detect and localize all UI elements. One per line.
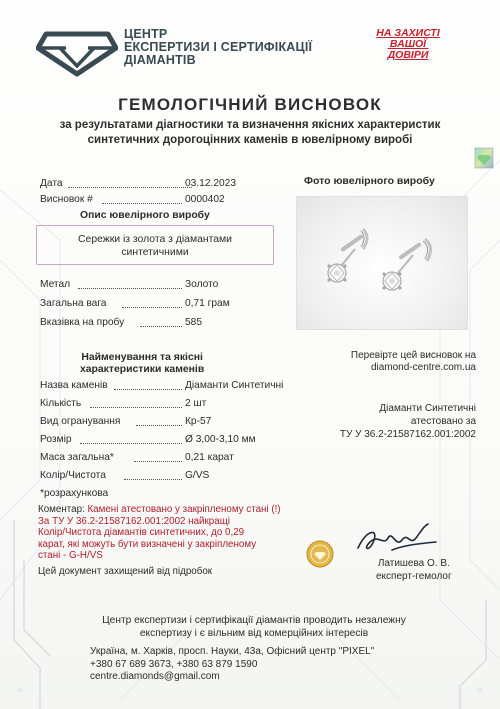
- verify-note: [336, 350, 476, 374]
- metal-value: Золото: [185, 279, 219, 290]
- total-weight-row: [40, 298, 280, 310]
- assay-value: 585: [185, 317, 202, 328]
- expert-block: [376, 557, 452, 583]
- earrings-photo: [296, 196, 468, 330]
- diamond-logo-icon: [36, 26, 118, 78]
- stone-name-value: Діаманти Синтетичні: [185, 380, 284, 391]
- dots: [102, 195, 182, 204]
- footer-contacts: [90, 646, 374, 684]
- trust-stamp: [362, 28, 454, 66]
- certification-note: [316, 402, 476, 441]
- comment-line-2: За ТУ У 36.2-21587162.001:2002 найкращі: [38, 515, 230, 527]
- metal-label: Метал: [40, 279, 71, 290]
- assay-row: [40, 317, 280, 329]
- expert-role: експерт-гемолог: [376, 571, 452, 582]
- expert-name: Латишева О. В.: [377, 558, 450, 569]
- stones-heading: [80, 352, 204, 376]
- footer-address: Україна, м. Харків, просп. Науки, 43а, Офісний центр "PIXEL": [90, 646, 375, 657]
- stamp-line-1: НА ЗАХИСТІ: [376, 27, 440, 39]
- dots: [78, 280, 182, 289]
- comment-line-4: карат, які можуть бути визначені у закріпленому: [38, 538, 257, 550]
- description-line-1: Сережки із золота з діамантами: [78, 234, 232, 245]
- stamp-line-2: ВАШОЇ: [389, 38, 427, 50]
- quantity-value: 2 шт: [185, 398, 207, 409]
- size-row: [40, 434, 300, 446]
- footer-statement: [84, 614, 424, 640]
- total-mass-label: Маса загальна*: [40, 452, 114, 463]
- color-clarity-value: G/VS: [185, 470, 210, 481]
- org-line-3: ДІАМАНТІВ: [124, 53, 196, 67]
- comment-line-1: [38, 504, 328, 516]
- document-subtitle: [40, 118, 460, 148]
- org-line-1: ЦЕНТР: [124, 27, 168, 41]
- comment-label: Коментар:: [38, 504, 88, 515]
- stones-heading-line-1: Найменування та якісні: [81, 352, 203, 363]
- dots: [68, 179, 192, 188]
- comment-block: [38, 504, 328, 577]
- conclusion-number-value: 0000402: [185, 194, 225, 205]
- verify-url-link[interactable]: diamond-centre.com.ua: [370, 362, 476, 373]
- color-clarity-row: [40, 470, 300, 482]
- cut-row: [40, 416, 300, 428]
- total-mass-value: 0,21 карат: [185, 452, 234, 463]
- footer-email[interactable]: centre.diamonds@gmail.com: [90, 671, 220, 682]
- cert-line-2: атестовано за: [410, 416, 476, 427]
- size-value: Ø 3,00-3,10 мм: [185, 434, 256, 445]
- organization-name: [124, 28, 312, 67]
- dots: [140, 318, 182, 327]
- metal-row: [40, 279, 280, 291]
- cert-line-1: Діаманти Синтетичні: [379, 403, 476, 414]
- conclusion-number-label: Висновок #: [40, 194, 93, 205]
- cert-line-3: ТУ У 36.2-21587162.001:2002: [339, 429, 476, 440]
- stone-name-label: Назва каменів: [40, 380, 108, 391]
- signature-icon: [352, 520, 442, 558]
- assay-label: Вказівка на пробу: [40, 317, 125, 328]
- date-value: 03.12.2023: [185, 178, 236, 189]
- quantity-row: [40, 398, 300, 410]
- stone-name-row: [40, 380, 300, 392]
- size-label: Розмір: [40, 434, 72, 445]
- comment-highlight: Камені атестовано у закріпленому стані (!): [87, 504, 281, 515]
- subtitle-line-2: синтетичних дорогоцінних каменів в ювелірному виробі: [87, 134, 413, 146]
- dots: [134, 453, 182, 462]
- gold-seal-icon: [306, 540, 334, 568]
- hologram-icon: [474, 147, 494, 169]
- quantity-label: Кількість: [40, 398, 82, 409]
- dots: [80, 435, 182, 444]
- dots: [124, 471, 182, 480]
- subtitle-line-1: за результатами діагностики та визначення якісних характеристик: [59, 119, 441, 131]
- dots: [90, 399, 182, 408]
- total-weight-value: 0,71 грам: [185, 298, 230, 309]
- date-row: [40, 178, 250, 190]
- footer-line-1: Центр експертизи і сертифікації діамантів проводить незалежну: [102, 615, 406, 626]
- footnote: *розрахункова: [40, 488, 109, 499]
- dots: [136, 417, 182, 426]
- dots: [114, 381, 182, 390]
- date-label: Дата: [40, 178, 63, 189]
- comment-line-3: Колір/Чистота діамантів синтетичних, до 0,29: [38, 527, 245, 538]
- color-clarity-label: Колір/Чистота: [40, 470, 106, 481]
- total-mass-row: [40, 452, 300, 464]
- stones-heading-line-2: характеристики каменів: [80, 364, 205, 375]
- conclusion-number-row: [40, 194, 250, 206]
- document-title: ГЕМОЛОГІЧНИЙ ВИСНОВОК: [118, 95, 382, 114]
- description-line-2: синтетичними: [121, 247, 189, 258]
- photo-title: Фото ювелірного виробу: [304, 175, 435, 187]
- footer-phones: +380 67 689 3673, +380 63 879 1590: [90, 658, 258, 670]
- description-heading: Опис ювелірного виробу: [80, 210, 210, 221]
- footer-line-2: експертизу і є вільним від комерційних інтересів: [139, 628, 369, 639]
- description-box: [36, 225, 274, 265]
- cut-value: Кр-57: [185, 416, 212, 427]
- total-weight-label: Загальна вага: [40, 298, 107, 309]
- verify-line-1: Перевірте цей висновок на: [350, 350, 476, 361]
- stamp-line-3: ДОВІРИ: [387, 49, 429, 61]
- dots: [122, 299, 182, 308]
- org-line-2: ЕКСПЕРТИЗИ І СЕРТИФІКАЦІЇ: [124, 40, 313, 54]
- comment-line-5: стані - G-H/VS: [38, 550, 103, 561]
- cut-label: Вид огранування: [40, 416, 121, 427]
- comment-line-6: Цей документ захищений від підробок: [38, 565, 213, 577]
